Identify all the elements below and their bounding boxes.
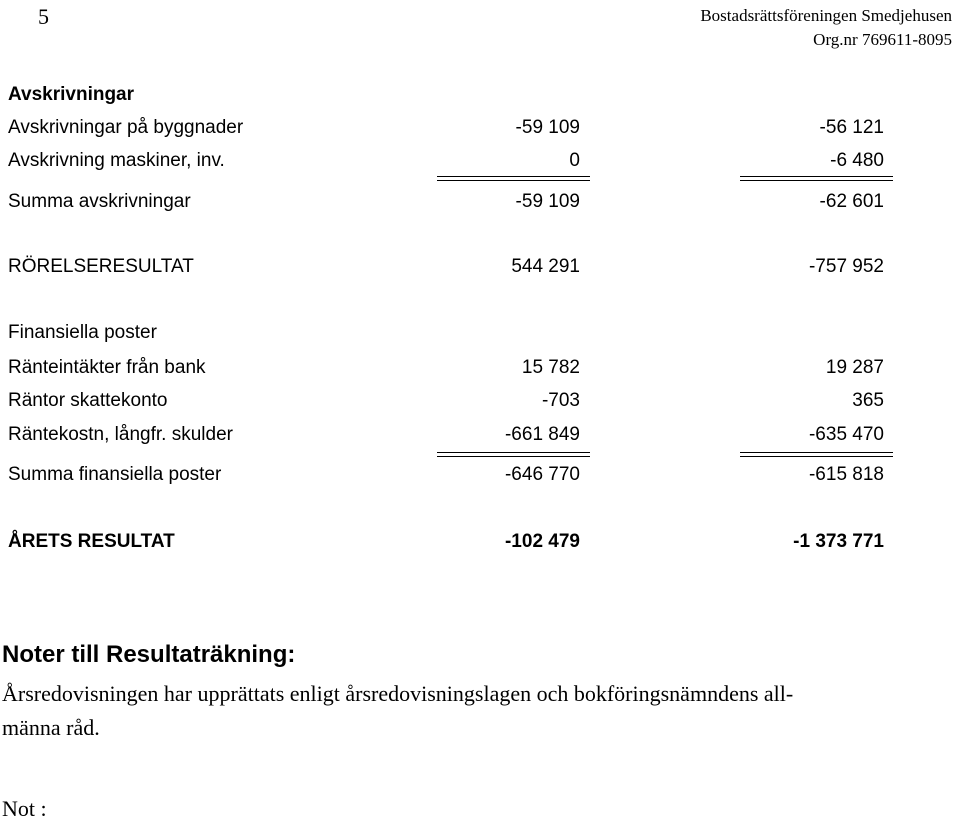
- current-year-value: -59 109: [515, 191, 580, 212]
- previous-year-value: -56 121: [819, 117, 884, 138]
- depreciation-heading-row: [0, 84, 960, 117]
- previous-year-value: -757 952: [808, 256, 884, 277]
- double-underline: [740, 452, 893, 457]
- double-underline: [740, 176, 893, 181]
- row-label: Avskrivning maskiner, inv.: [8, 150, 225, 171]
- notes-title: Noter till Resultaträkning:: [2, 641, 296, 668]
- notes-line: Årsredovisningen har upprättats enligt årsredovisningslagen och bokföringsnämndens all-: [2, 681, 794, 706]
- depreciation-heading: Avskrivningar: [8, 84, 135, 105]
- previous-year-value: -62 601: [819, 191, 884, 212]
- year-result-row: [0, 531, 960, 564]
- row-label: Summa finansiella poster: [8, 464, 222, 485]
- current-year-value: -59 109: [515, 117, 580, 138]
- notes-line: männa råd.: [2, 715, 100, 740]
- previous-year-value: 19 287: [825, 357, 884, 378]
- previous-year-value: -6 480: [830, 150, 884, 171]
- previous-year-value: 365: [852, 390, 884, 411]
- financial-total-row: [0, 464, 960, 497]
- double-underline: [437, 176, 590, 181]
- current-year-value: -661 849: [504, 424, 580, 445]
- table-row: [0, 390, 960, 423]
- double-underline: [437, 452, 590, 457]
- row-label: Räntekostn, långfr. skulder: [8, 424, 233, 445]
- page-header: [700, 4, 952, 52]
- previous-year-value: -1 373 771: [793, 531, 884, 552]
- row-label: RÖRELSERESULTAT: [8, 256, 194, 277]
- row-label: Avskrivningar på byggnader: [8, 117, 244, 138]
- organization-name: Bostadsrättsföreningen Smedjehusen: [700, 6, 952, 25]
- note-label: Not :: [2, 796, 47, 821]
- current-year-value: -703: [541, 390, 580, 411]
- table-row: [0, 357, 960, 390]
- current-year-value: 0: [569, 150, 580, 171]
- financial-heading: Finansiella poster: [8, 322, 157, 343]
- current-year-value: 544 291: [511, 256, 580, 277]
- previous-year-value: -615 818: [808, 464, 884, 485]
- row-label: Räntor skattekonto: [8, 390, 168, 411]
- row-label: Summa avskrivningar: [8, 191, 191, 212]
- financial-heading-row: [0, 322, 960, 355]
- previous-year-value: -635 470: [808, 424, 884, 445]
- row-label: Ränteintäkter från bank: [8, 357, 206, 378]
- operating-result-row: [0, 256, 960, 289]
- page-number: 5: [38, 4, 49, 29]
- depreciation-total-row: [0, 191, 960, 224]
- current-year-value: -102 479: [504, 531, 580, 552]
- table-row: [0, 117, 960, 150]
- current-year-value: -646 770: [504, 464, 580, 485]
- organization-number: Org.nr 769611-8095: [813, 30, 952, 49]
- row-label: ÅRETS RESULTAT: [8, 531, 175, 552]
- current-year-value: 15 782: [521, 357, 580, 378]
- notes-paragraph: [2, 677, 922, 745]
